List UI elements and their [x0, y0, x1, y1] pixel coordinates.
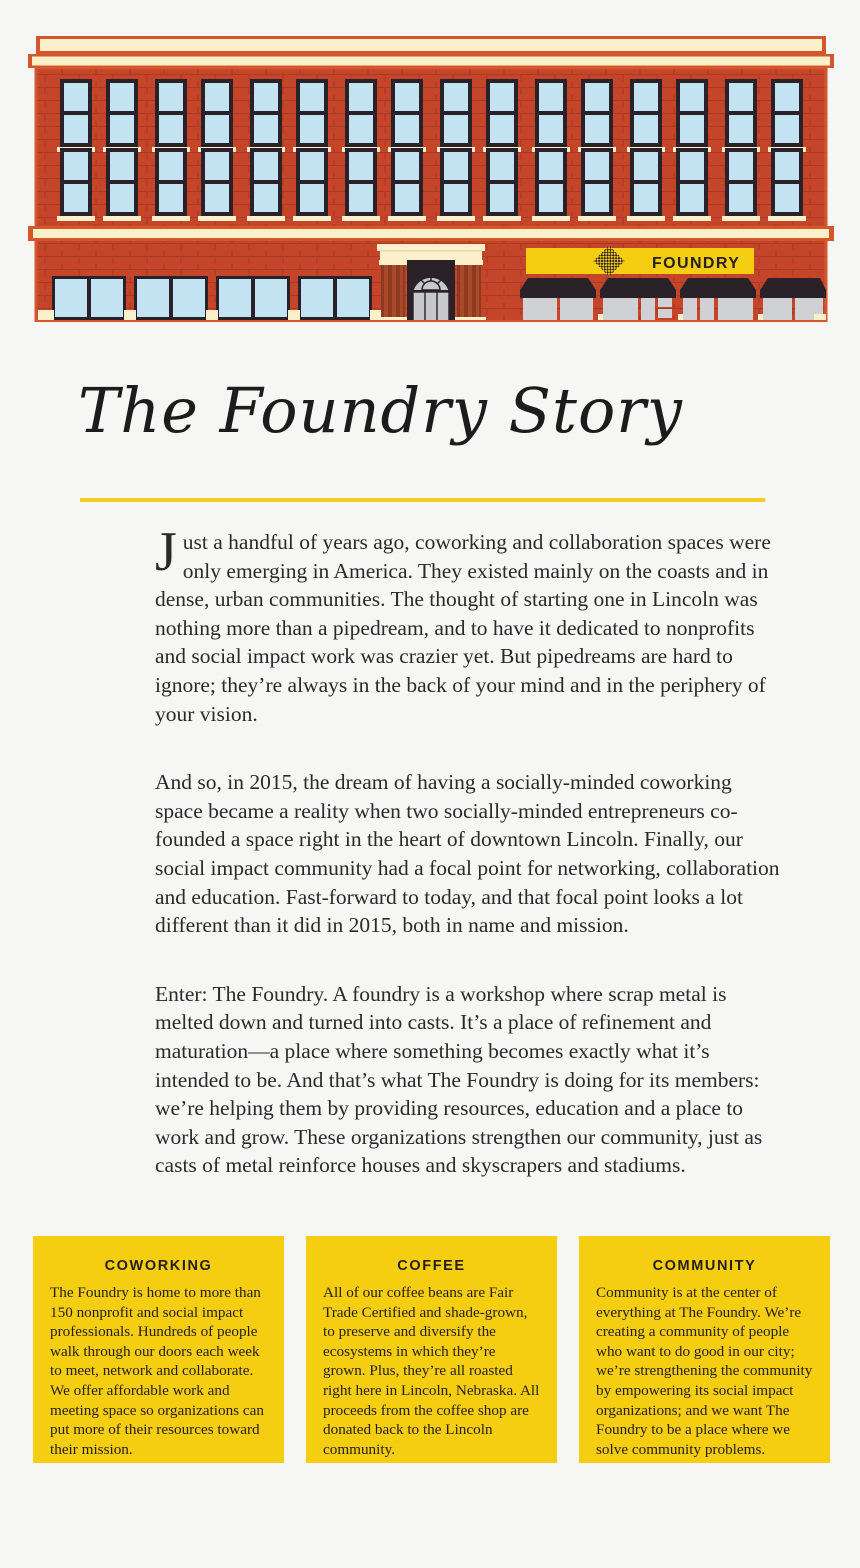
title-divider — [80, 498, 765, 502]
title-block — [0, 374, 860, 447]
card-body: Community is at the center of everything at The Foundry. We’re creating a community of people who want to do good in our city; we’re strengthening the community by empowering its social impact organizations; and we want The Foundry to be a place where we solve community problems. — [596, 1284, 813, 1458]
foundry-sign[interactable] — [526, 245, 754, 276]
paragraph-text: ust a handful of years ago, coworking and collaboration spaces were only emerging in America. They existed mainly on the coasts and in dense, urban communities. The thought of starting one in Lincoln was nothing more than a pipedream, and to have it dedicated to nonprofits and social impact work was crazier yet. But pipedreams are hard to ignore; they’re always in the back of your mind and in the periphery of your vision. — [155, 530, 771, 726]
card-coffee — [306, 1236, 557, 1463]
card-body: The Foundry is home to more than 150 nonprofit and social impact professionals. Hundreds of people walk through our doors each week to meet, network and collaborate. We offer affordable work and meeting space so organizations can put more of their resources toward their mission. — [50, 1284, 264, 1458]
feature-cards — [33, 1236, 830, 1463]
story-paragraph-2: And so, in 2015, the dream of having a socially-minded coworking space became a reality when two socially-minded entrepreneurs co-founded a space right in the heart of downtown Lincoln. Finally, our social impact community had a focal point for networking, collaboration and education. Fast-forward to today, and that focal point looks a lot different than it did in 2015, both in name and mission. — [155, 770, 780, 938]
drop-cap: J — [155, 521, 177, 583]
building-cornice — [28, 36, 834, 68]
building-base — [36, 320, 826, 322]
card-body: All of our coffee beans are Fair Trade Certified and shade-grown, to preserve and diversify the ecosystems in which they’re grown. Plus, they’re all roasted right here in Lincoln, Nebraska. All proceeds from the coffee shop are donated back to the Lincoln community. — [323, 1284, 540, 1458]
foundry-building-svg — [28, 36, 834, 322]
page-title: The Foundry Story — [78, 374, 683, 447]
card-title: COMMUNITY — [652, 1258, 757, 1274]
card-community — [579, 1236, 830, 1463]
belt-course — [28, 226, 834, 241]
story-paragraph-3: Enter: The Foundry. A foundry is a workshop where scrap metal is melted down and turned into casts. It’s a place of refinement and maturation—a place where something becomes exactly what it’s intended to be. And that’s what The Foundry is doing for its members: we’re helping them by providing resources, education and a place to work and grow. These organizations strengthen our community, just as casts of metal reinforce houses and skyscrapers and stadiums. — [155, 981, 763, 1178]
card-title: COFFEE — [397, 1258, 466, 1274]
main-entrance[interactable] — [376, 244, 486, 322]
building-illustration — [28, 36, 834, 322]
foundry-sign-text: FOUNDRY — [652, 255, 741, 272]
card-coworking — [33, 1236, 284, 1463]
card-title: COWORKING — [104, 1258, 213, 1274]
story-paragraph-1 — [155, 521, 780, 728]
story-body — [155, 521, 780, 1180]
